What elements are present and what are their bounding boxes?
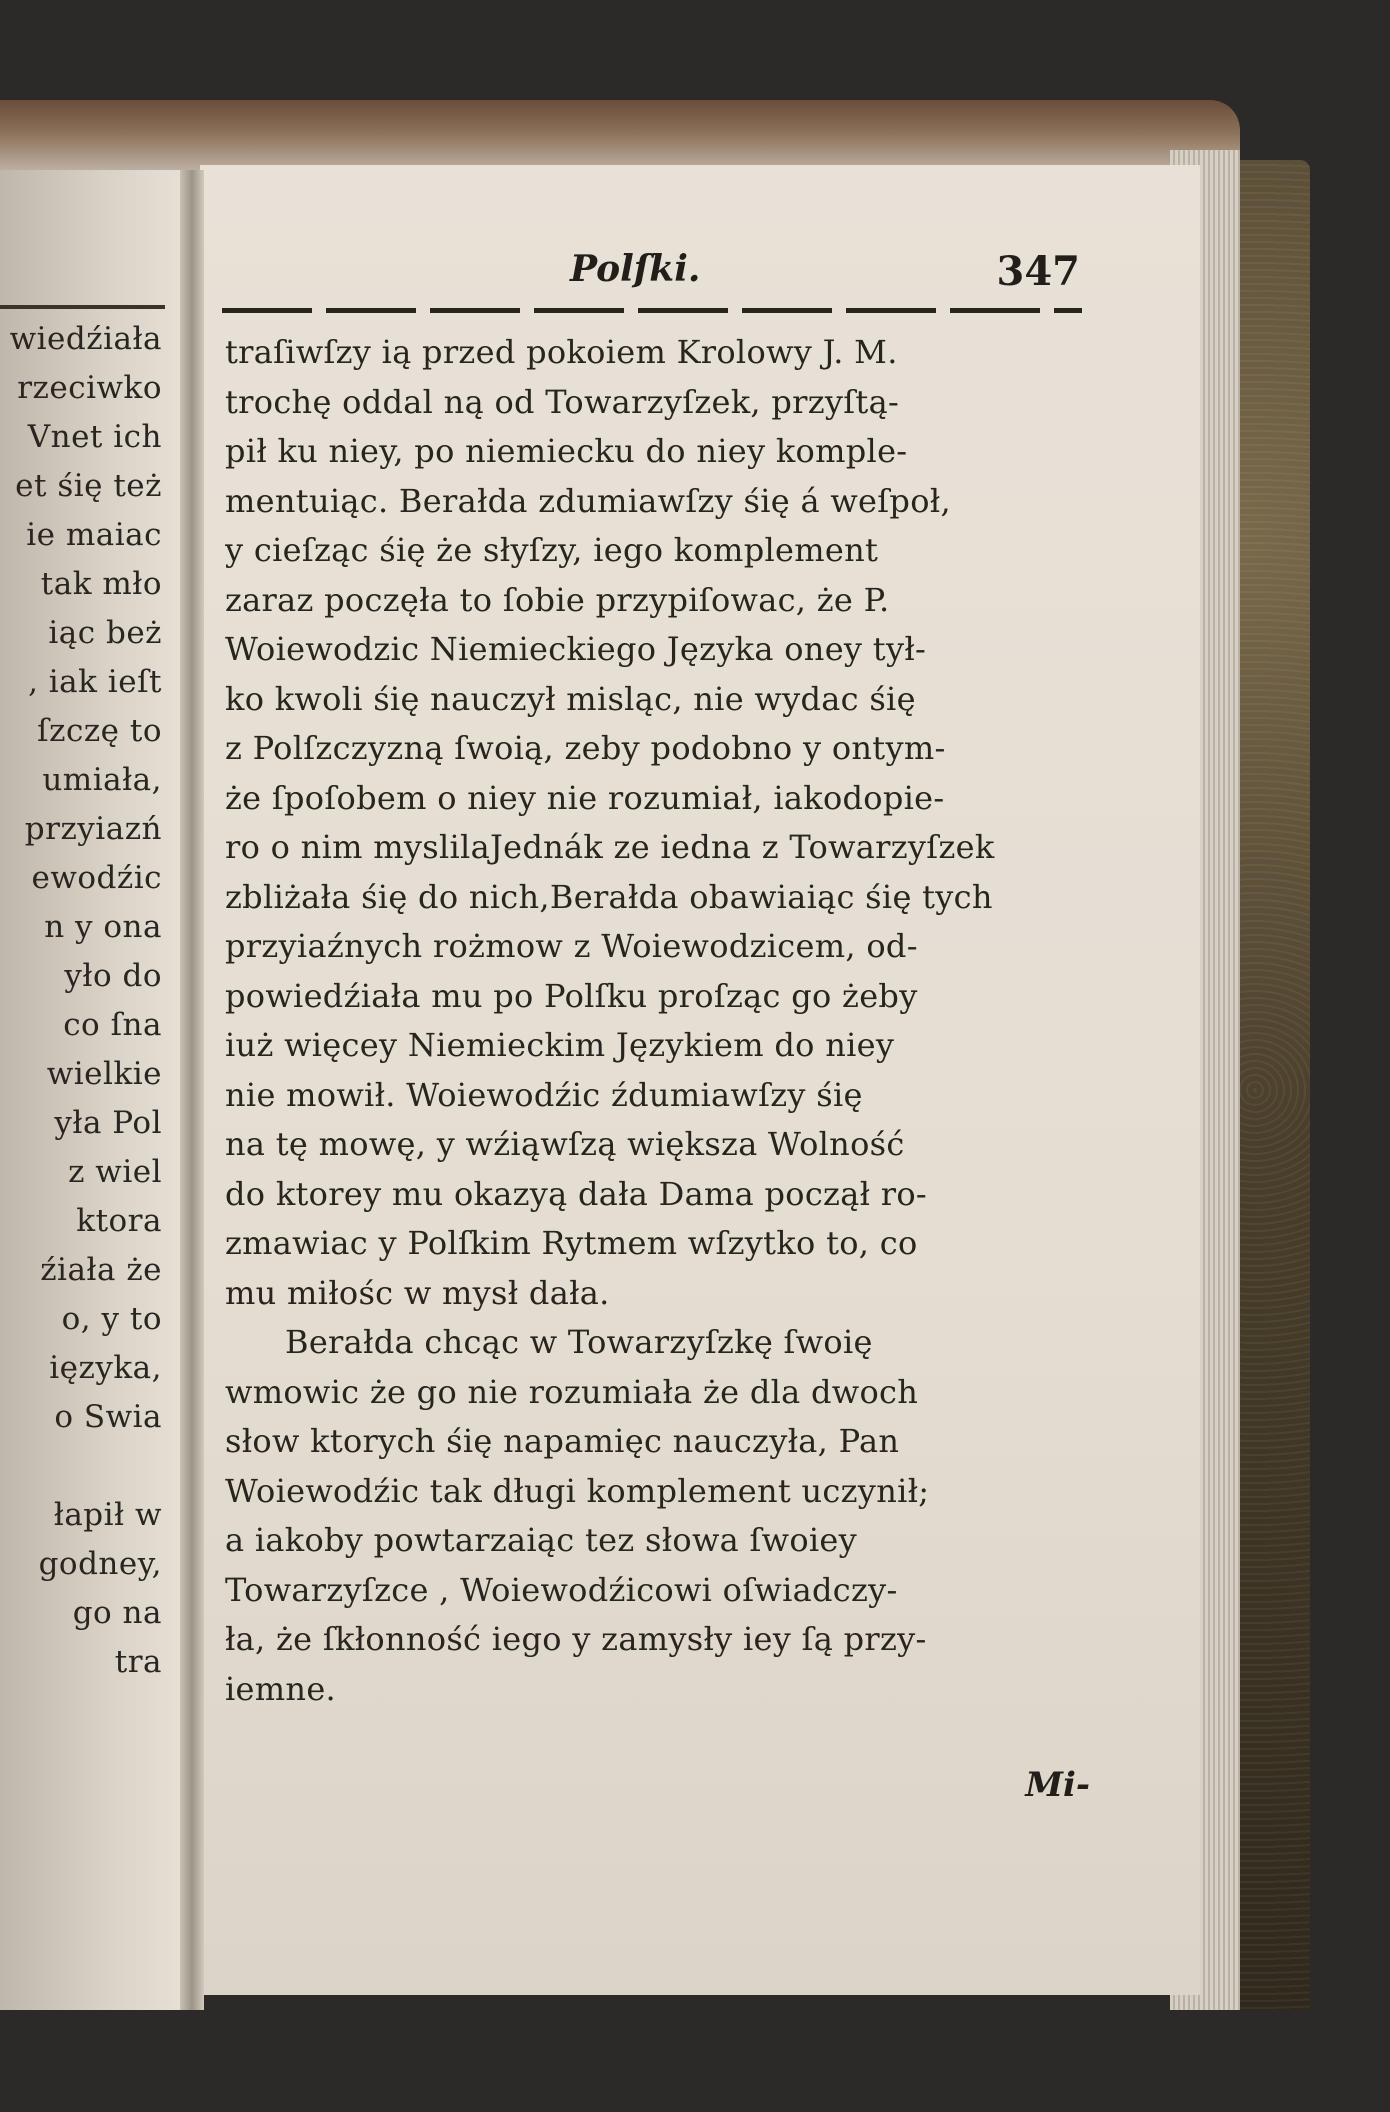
left-page-line: rzeciwko (17, 370, 162, 406)
running-head: Polſki. (570, 248, 701, 290)
text-line: słow ktorych śię napamięc nauczyła, Pan (225, 1422, 900, 1460)
text-line: nie mowił. Woiewodźic źdumiawſzy śię (225, 1075, 863, 1114)
left-page-line: , iak ieſt (28, 664, 162, 700)
page-header (220, 248, 1080, 298)
left-page (0, 170, 186, 2010)
catchword: Mi- (1025, 1765, 1090, 1805)
left-page-line: ie maiac (26, 517, 162, 553)
left-page-line: go na (72, 1595, 162, 1631)
text-line: powiedźiała mu po Polſku proſząc go żeby (225, 976, 918, 1015)
left-page-line (0, 1442, 180, 1491)
left-page-line: ewodźic (31, 860, 162, 896)
left-page-line: n y ona (44, 909, 162, 945)
text-line: traſiwſzy ią przed pokoiem Krolowy J. M. (225, 333, 898, 371)
text-line: trochę oddal ną od Towarzyſzek, przyſtą- (225, 382, 900, 421)
text-line: y cieſząc śię że słyſzy, iego komplement (225, 531, 879, 569)
text-line: zmawiac y Polſkim Rytmem wſzytko to, co (225, 1224, 918, 1262)
text-line: iemne. (225, 1669, 337, 1708)
text-line: że ſpoſobem o niey nie rozumiał, iakodopie- (225, 778, 945, 817)
left-page-line: co ſna (63, 1007, 162, 1043)
text-line: zbliżała śię do nich,Berałda obawiaiąc śię tych (225, 877, 993, 916)
left-page-rule (0, 305, 165, 309)
left-page-line: ięzyka, (49, 1350, 162, 1386)
text-line: Berałda chcąc w Towarzyſzkę ſwoię (285, 1323, 873, 1361)
text-line: Towarzyſzce , Woiewodźicowi oſwiadczy- (225, 1570, 898, 1609)
header-rule (222, 308, 1082, 313)
text-line: Woiewodzic Niemieckiego Języka oney tył- (225, 630, 927, 668)
left-page-line: et śię też (15, 468, 162, 504)
left-page-line: godney, (38, 1546, 162, 1582)
text-line: do ktorey mu okazyą dała Dama począł ro- (225, 1174, 928, 1213)
text-line: na tę mowę, y wźiąwſzą większa Wolność (225, 1125, 905, 1163)
text-line: wmowic że go nie rozumiała że dla dwoch (225, 1372, 919, 1411)
text-line: mentuiąc. Berałda zdumiawſzy śię á weſpoł, (225, 481, 951, 520)
left-page-line: iąc beż (48, 615, 162, 651)
left-page-line: yła Pol (54, 1105, 162, 1141)
scan-bottom-background (0, 2010, 1320, 2112)
text-line: mu miłośc w mysł dała. (225, 1273, 610, 1312)
left-page-text (0, 315, 180, 1687)
text-line: przyiaźnych rożmow z Woiewodzicem, od- (225, 927, 918, 965)
left-page-line: wiedźiała (9, 321, 162, 357)
text-line: iuż więcey Niemieckim Językiem do niey (225, 1026, 895, 1064)
left-page-line: z wiel (68, 1154, 162, 1190)
text-line: Woiewodźic tak długi komplement uczynił; (225, 1471, 930, 1510)
left-page-line: ſzczę to (37, 713, 162, 749)
left-page-line: ktora (76, 1203, 162, 1239)
book-gutter (180, 170, 204, 2010)
left-page-line: o, y to (61, 1301, 162, 1337)
left-page-line: o Swia (54, 1399, 162, 1435)
left-page-line: Vnet ich (27, 419, 162, 455)
text-line: ko kwoli śię nauczył misląc, nie wydac śię (225, 679, 916, 718)
text-line: zaraz poczęła to ſobie przypiſowac, że P. (225, 580, 890, 619)
text-line: ro o nim myslilaJednák ze iedna z Towarzyſzek (225, 828, 995, 866)
text-line: a iakoby powtarzaiąc tez słowa ſwoiey (225, 1521, 858, 1559)
page-number: 347 (996, 248, 1080, 295)
left-page-line: wielkie (46, 1056, 162, 1092)
body-text (225, 328, 1085, 1714)
left-page-line: umiała, (42, 762, 162, 798)
text-line: pił ku niey, po niemiecku do niey komple- (225, 432, 908, 470)
left-page-line: tak mło (40, 566, 162, 602)
left-page-line: tra (114, 1644, 162, 1680)
text-line: ła, że ſkłonność iego y zamysły iey ſą przy- (225, 1620, 927, 1658)
text-line: z Polſzczyzną ſwoią, zeby podobno y ontym- (225, 729, 946, 767)
left-page-line: yło do (64, 958, 162, 994)
left-page-line: łapił w (53, 1497, 162, 1533)
left-page-line: przyiazń (24, 811, 162, 847)
left-page-line: źiała że (40, 1252, 162, 1288)
